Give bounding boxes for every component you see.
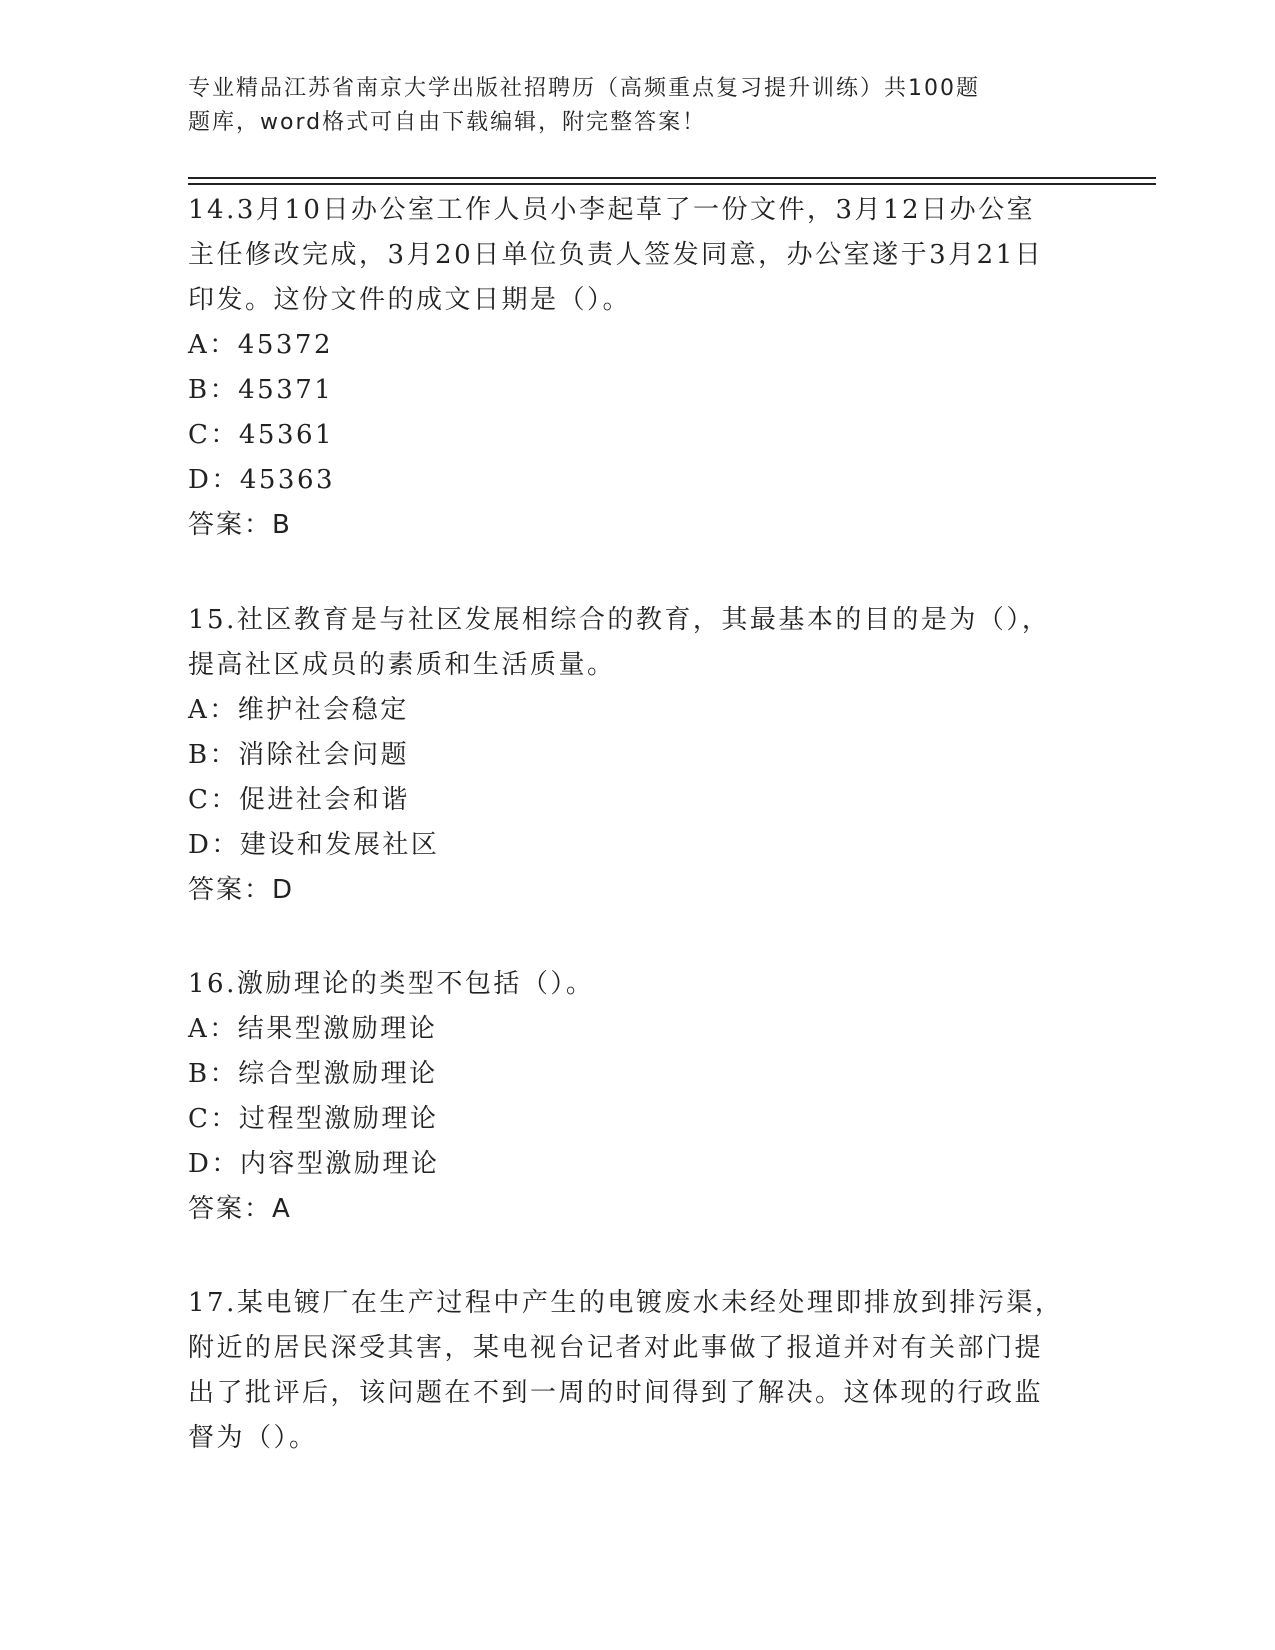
option-d: D：内容型激励理论 [188, 1149, 440, 1179]
question-text-line: 督为（）。 [188, 1423, 318, 1453]
question-text-line: 17.某电镀厂在生产过程中产生的电镀废水未经处理即排放到排污渠， [188, 1288, 1064, 1318]
option-a: A：45372 [188, 330, 333, 360]
option-b: B：45371 [188, 375, 334, 405]
question-14 [188, 188, 1088, 548]
question-text-line: 附近的居民深受其害，某电视台记者对此事做了报道并对有关部门提 [188, 1333, 1044, 1363]
option-a: A：维护社会稳定 [188, 695, 409, 725]
option-b: B：综合型激励理论 [188, 1059, 438, 1089]
question-17 [188, 1281, 1088, 1461]
option-c: C：促进社会和谐 [188, 785, 410, 815]
page-header [188, 72, 1068, 140]
answer: 答案：B [188, 510, 292, 540]
answer: 答案：A [188, 1194, 292, 1224]
question-text-line: 14.3月10日办公室工作人员小李起草了一份文件，3月12日办公室 [188, 195, 1036, 225]
option-d: D：45363 [188, 465, 336, 495]
option-a: A：结果型激励理论 [188, 1014, 438, 1044]
question-16 [188, 962, 1088, 1232]
header-line-1: 专业精品江苏省南京大学出版社招聘历（高频重点复习提升训练）共100题 [188, 76, 980, 101]
option-b: B：消除社会问题 [188, 740, 410, 770]
header-divider-top [188, 177, 1156, 179]
question-text-line: 主任修改完成，3月20日单位负责人签发同意，办公室遂于3月21日 [188, 240, 1044, 270]
option-c: C：45361 [188, 420, 335, 450]
question-text-line: 出了批评后，该问题在不到一周的时间得到了解决。这体现的行政监 [188, 1378, 1044, 1408]
question-text-line: 提高社区成员的素质和生活质量。 [188, 650, 616, 680]
header-divider-bottom [188, 183, 1156, 185]
question-text-line: 15.社区教育是与社区发展相综合的教育，其最基本的目的是为（）， [188, 605, 1051, 635]
option-c: C：过程型激励理论 [188, 1104, 439, 1134]
question-text-line: 16.激励理论的类型不包括（）。 [188, 969, 595, 999]
option-d: D：建设和发展社区 [188, 830, 440, 860]
header-line-2: 题库，word格式可自由下载编辑，附完整答案！ [188, 110, 707, 135]
answer: 答案：D [188, 875, 295, 905]
question-15 [188, 598, 1088, 913]
question-text-line: 印发。这份文件的成文日期是（）。 [188, 285, 632, 315]
